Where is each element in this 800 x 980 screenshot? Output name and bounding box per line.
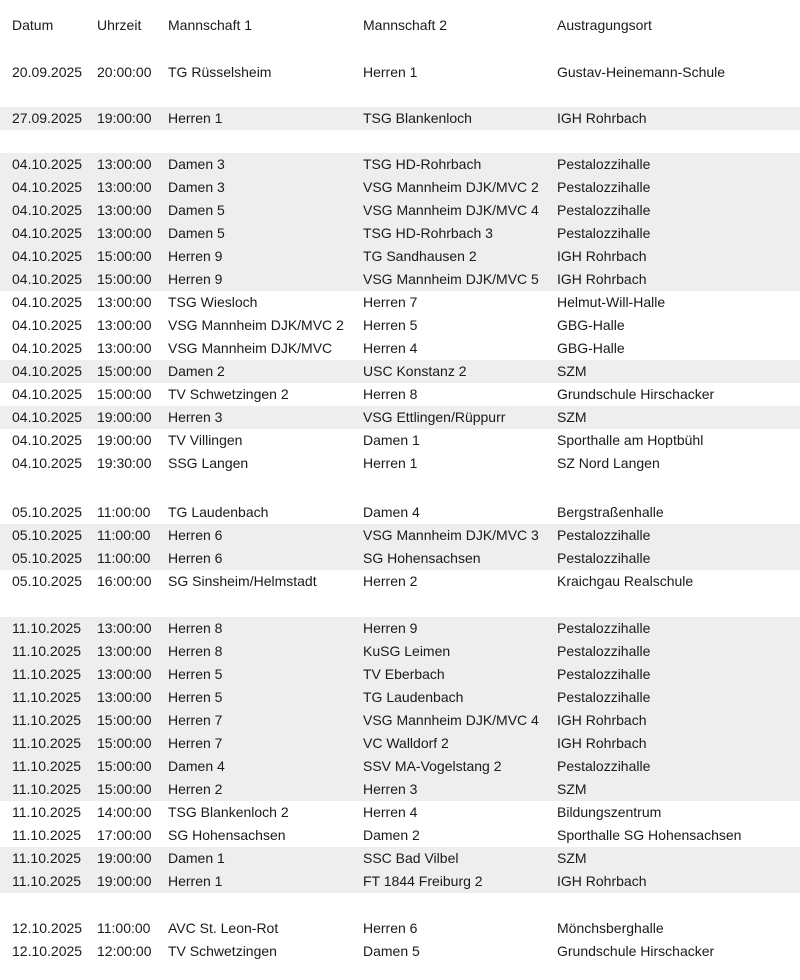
game-venue: Pestalozzihalle [557,643,651,659]
game-team1: SG Sinsheim/Helmstadt [168,573,317,589]
game-time: 19:00:00 [97,850,152,866]
game-row [0,176,800,199]
game-venue: Pestalozzihalle [557,550,651,566]
game-row [0,640,800,663]
game-row [0,663,800,686]
game-team1: VSG Mannheim DJK/MVC [168,340,333,356]
game-team1: Herren 3 [168,409,223,425]
game-team1: Damen 5 [168,202,225,218]
game-time: 17:00:00 [97,827,152,843]
game-venue: Pestalozzihalle [557,758,651,774]
game-venue: Pestalozzihalle [557,156,651,172]
game-date: 11.10.2025 [12,735,82,751]
game-team2: SG Hohensachsen [363,550,481,566]
game-team2: TSG Blankenloch [363,110,472,126]
game-time: 19:00:00 [97,432,152,448]
game-time: 13:00:00 [97,202,152,218]
game-row [0,778,800,801]
game-row [0,824,800,847]
game-row [0,755,800,778]
header-venue: Austragungsort [557,17,652,33]
game-date: 04.10.2025 [12,363,83,379]
game-time: 19:30:00 [97,455,152,471]
game-time: 20:00:00 [97,64,152,80]
game-date: 04.10.2025 [12,202,83,218]
game-date: 04.10.2025 [12,271,83,287]
game-team2: Herren 2 [363,573,418,589]
game-team2: TSG HD-Rohrbach 3 [363,225,493,241]
game-date: 20.09.2025 [12,64,83,80]
game-row [0,847,800,870]
game-venue: IGH Rohrbach [557,248,647,264]
game-time: 15:00:00 [97,781,152,797]
game-team1: Herren 7 [168,712,223,728]
game-row [0,686,800,709]
game-date: 04.10.2025 [12,409,83,425]
game-date: 05.10.2025 [12,527,83,543]
game-date: 27.09.2025 [12,110,83,126]
game-team2: Herren 9 [363,620,418,636]
game-team1: TV Schwetzingen 2 [168,386,289,402]
game-venue: SZM [557,850,587,866]
game-date: 11.10.2025 [12,850,82,866]
game-team1: TSG Blankenloch 2 [168,804,289,820]
game-time: 11:00:00 [97,550,151,566]
game-team1: Damen 1 [168,850,225,866]
game-time: 11:00:00 [97,920,151,936]
game-team2: VSG Ettlingen/Rüppurr [363,409,506,425]
game-team1: Damen 3 [168,156,225,172]
game-team1: TG Rüsselsheim [168,64,272,80]
game-row [0,501,800,524]
game-row [0,291,800,314]
game-row [0,617,800,640]
game-row [0,107,800,130]
game-venue: Mönchsberghalle [557,920,664,936]
game-time: 15:00:00 [97,712,152,728]
game-row [0,801,800,824]
game-time: 13:00:00 [97,179,152,195]
game-row [0,406,800,429]
game-time: 15:00:00 [97,758,152,774]
game-venue: Kraichgau Realschule [557,573,694,589]
game-row [0,153,800,176]
header-team1: Mannschaft 1 [168,17,253,33]
game-date: 04.10.2025 [12,340,83,356]
game-team1: Damen 4 [168,758,225,774]
game-team1: TG Laudenbach [168,504,269,520]
game-date: 12.10.2025 [12,920,83,936]
game-team1: Damen 5 [168,225,225,241]
game-venue: IGH Rohrbach [557,873,647,889]
game-row [0,940,800,963]
game-venue: Pestalozzihalle [557,689,651,705]
game-time: 12:00:00 [97,943,152,959]
game-time: 19:00:00 [97,873,152,889]
game-team1: Damen 2 [168,363,225,379]
game-date: 04.10.2025 [12,317,83,333]
game-venue: SZM [557,363,587,379]
game-venue: SZ Nord Langen [557,455,660,471]
game-date: 04.10.2025 [12,455,83,471]
game-team2: VSG Mannheim DJK/MVC 2 [363,179,539,195]
game-venue: Helmut-Will-Halle [557,294,666,310]
game-row [0,452,800,475]
game-venue: Pestalozzihalle [557,666,651,682]
game-team2: Herren 3 [363,781,418,797]
game-team2: Damen 2 [363,827,420,843]
game-team2: Herren 4 [363,804,418,820]
game-venue: Pestalozzihalle [557,620,651,636]
game-team1: Herren 1 [168,110,223,126]
game-venue: GBG-Halle [557,340,625,356]
game-team2: Herren 1 [363,64,418,80]
game-date: 04.10.2025 [12,432,83,448]
game-venue: Bergstraßenhalle [557,504,664,520]
game-venue: SZM [557,781,587,797]
game-team2: Herren 7 [363,294,418,310]
game-venue: IGH Rohrbach [557,712,647,728]
game-time: 13:00:00 [97,620,152,636]
game-team2: TG Sandhausen 2 [363,248,477,264]
game-row [0,314,800,337]
game-team2: VSG Mannheim DJK/MVC 4 [363,712,539,728]
game-venue: IGH Rohrbach [557,110,647,126]
game-row [0,870,800,893]
game-team2: SSV MA-Vogelstang 2 [363,758,502,774]
game-row [0,61,800,84]
game-date: 11.10.2025 [12,712,82,728]
game-date: 04.10.2025 [12,248,83,264]
game-time: 13:00:00 [97,666,152,682]
game-team2: FT 1844 Freiburg 2 [363,873,483,889]
header-row [0,14,800,37]
game-venue: Gustav-Heinemann-Schule [557,64,726,80]
game-team2: VSG Mannheim DJK/MVC 4 [363,202,539,218]
header-team2: Mannschaft 2 [363,17,448,33]
game-venue: Pestalozzihalle [557,225,651,241]
game-venue: IGH Rohrbach [557,735,647,751]
game-venue: Sporthalle am Hoptbühl [557,432,704,448]
game-team2: USC Konstanz 2 [363,363,467,379]
game-venue: Sporthalle SG Hohensachsen [557,827,742,843]
game-team2: TG Laudenbach [363,689,464,705]
game-team2: Damen 5 [363,943,420,959]
game-venue: Pestalozzihalle [557,527,651,543]
game-team1: AVC St. Leon-Rot [168,920,279,936]
game-team1: Damen 3 [168,179,225,195]
game-team1: Herren 5 [168,689,223,705]
game-team1: Herren 6 [168,527,223,543]
game-date: 12.10.2025 [12,943,83,959]
game-date: 11.10.2025 [12,758,82,774]
game-date: 11.10.2025 [12,781,82,797]
game-date: 04.10.2025 [12,179,83,195]
game-time: 19:00:00 [97,110,152,126]
game-venue: Grundschule Hirschacker [557,943,715,959]
game-time: 13:00:00 [97,317,152,333]
game-team1: Herren 1 [168,873,223,889]
game-date: 04.10.2025 [12,156,83,172]
game-row [0,547,800,570]
game-time: 15:00:00 [97,363,152,379]
game-team2: VSG Mannheim DJK/MVC 5 [363,271,539,287]
game-row [0,732,800,755]
game-team2: Herren 4 [363,340,418,356]
game-venue: Pestalozzihalle [557,202,651,218]
game-time: 13:00:00 [97,340,152,356]
game-team2: Herren 8 [363,386,418,402]
game-row [0,222,800,245]
game-team1: Herren 9 [168,248,223,264]
game-venue: GBG-Halle [557,317,625,333]
game-time: 19:00:00 [97,409,152,425]
header-time: Uhrzeit [97,17,142,33]
game-team2: SSC Bad Vilbel [363,850,459,866]
game-time: 13:00:00 [97,643,152,659]
game-team1: Herren 9 [168,271,223,287]
game-row [0,709,800,732]
game-team1: VSG Mannheim DJK/MVC 2 [168,317,344,333]
game-row [0,429,800,452]
game-time: 15:00:00 [97,271,152,287]
game-time: 13:00:00 [97,225,152,241]
game-date: 11.10.2025 [12,689,82,705]
game-date: 11.10.2025 [12,620,82,636]
game-date: 04.10.2025 [12,386,83,402]
game-date: 05.10.2025 [12,573,83,589]
game-team2: TSG HD-Rohrbach [363,156,482,172]
game-team2: VC Walldorf 2 [363,735,449,751]
game-team1: Herren 6 [168,550,223,566]
game-team1: SG Hohensachsen [168,827,286,843]
game-row [0,383,800,406]
game-time: 14:00:00 [97,804,152,820]
game-time: 13:00:00 [97,689,152,705]
game-venue: Pestalozzihalle [557,179,651,195]
game-row [0,570,800,593]
game-team1: Herren 8 [168,643,223,659]
game-time: 15:00:00 [97,248,152,264]
game-date: 11.10.2025 [12,666,82,682]
game-date: 11.10.2025 [12,873,82,889]
game-team1: TSG Wiesloch [168,294,258,310]
game-date: 05.10.2025 [12,504,83,520]
game-date: 11.10.2025 [12,643,82,659]
game-row [0,360,800,383]
header-date: Datum [12,17,54,33]
game-time: 15:00:00 [97,386,152,402]
game-row [0,245,800,268]
game-team2: KuSG Leimen [363,643,451,659]
game-time: 13:00:00 [97,294,152,310]
game-date: 05.10.2025 [12,550,83,566]
game-row [0,337,800,360]
game-team1: Herren 8 [168,620,223,636]
game-date: 04.10.2025 [12,225,83,241]
game-date: 11.10.2025 [12,827,82,843]
game-time: 15:00:00 [97,735,152,751]
game-date: 04.10.2025 [12,294,83,310]
game-team2: TV Eberbach [363,666,445,682]
game-team1: Herren 5 [168,666,223,682]
game-team2: VSG Mannheim DJK/MVC 3 [363,527,539,543]
game-time: 13:00:00 [97,156,152,172]
game-team2: Herren 1 [363,455,418,471]
game-row [0,917,800,940]
game-date: 11.10.2025 [12,804,82,820]
game-team1: Herren 7 [168,735,223,751]
game-time: 11:00:00 [97,504,151,520]
game-team1: TV Villingen [168,432,243,448]
game-team2: Herren 6 [363,920,418,936]
game-row [0,199,800,222]
game-team1: Herren 2 [168,781,223,797]
game-venue: SZM [557,409,587,425]
game-row [0,268,800,291]
game-team2: Herren 5 [363,317,418,333]
game-venue: Grundschule Hirschacker [557,386,715,402]
game-time: 11:00:00 [97,527,151,543]
game-team2: Damen 1 [363,432,420,448]
game-venue: Bildungszentrum [557,804,662,820]
game-time: 16:00:00 [97,573,152,589]
game-row [0,524,800,547]
game-team1: TV Schwetzingen [168,943,277,959]
game-venue: IGH Rohrbach [557,271,647,287]
game-team2: Damen 4 [363,504,420,520]
game-team1: SSG Langen [168,455,249,471]
